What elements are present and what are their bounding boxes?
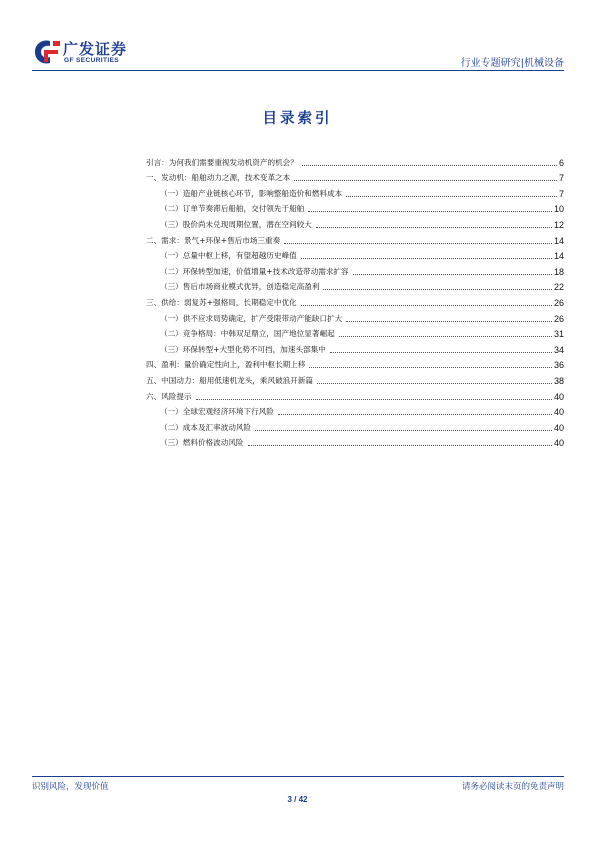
toc-dot-leader (346, 321, 552, 322)
toc-entry-title: （一）总量中枢上移，有望超越历史峰值 (160, 251, 297, 261)
toc-entry-page: 31 (553, 329, 564, 340)
toc-entry-page: 38 (553, 375, 564, 386)
logo-cn-text: 广发证券 (63, 40, 128, 58)
toc-entry-title: （二）成本及汇率波动风险 (160, 422, 252, 432)
toc-entry-title: （二）竞争格局：中韩双足鼎立，国产地位显著崛起 (160, 329, 335, 339)
footer-slogan: 识别风险，发现价值 (32, 782, 109, 792)
footer-disclaimer: 请务必阅读末页的免责声明 (461, 782, 564, 792)
footer-divider (32, 776, 564, 777)
toc-entry[interactable] (146, 214, 564, 230)
toc-dot-leader (284, 243, 552, 244)
company-logo (32, 36, 142, 68)
toc-entry[interactable] (146, 246, 564, 262)
toc-dot-leader (308, 211, 552, 212)
toc-entry-page: 40 (553, 422, 564, 433)
toc-dot-leader (248, 445, 552, 446)
toc-entry[interactable] (146, 261, 564, 277)
header-divider (32, 70, 564, 71)
toc-entry-page: 6 (558, 157, 564, 168)
toc-entry-page: 14 (553, 235, 564, 246)
toc-entry-title: 六、风险提示 (146, 391, 192, 401)
toc-entry-title: 引言：为何我们需要重视发动机资产的机会？ (146, 157, 298, 167)
toc-entry[interactable] (146, 152, 564, 168)
toc-dot-leader (330, 352, 552, 353)
page-title: 目录索引 (262, 110, 333, 127)
toc-dot-leader (301, 258, 552, 259)
toc-dot-leader (278, 414, 552, 415)
toc-entry[interactable] (146, 402, 564, 418)
toc-dot-leader (323, 289, 552, 290)
toc-entry[interactable] (146, 324, 564, 340)
toc-dot-leader (353, 274, 552, 275)
toc-dot-leader (309, 367, 552, 368)
toc-dot-leader (316, 227, 552, 228)
toc-entry-title: 四、盈利：量价确定性向上，盈利中枢长期上移 (146, 360, 306, 370)
toc-entry-page: 26 (553, 313, 564, 324)
report-category: 行业专题研究|机械设备 (460, 58, 564, 69)
toc-entry[interactable] (146, 433, 564, 449)
toc-dot-leader (302, 165, 557, 166)
toc-entry-title: （二）环保转型加速，价值增量+技术改造带动需求扩容 (160, 266, 349, 276)
toc-entry-title: （一）全球宏观经济环境下行风险 (160, 407, 274, 417)
toc-dot-leader (346, 196, 557, 197)
logo-en-text: GF SECURITIES (64, 57, 120, 64)
toc-entry[interactable] (146, 199, 564, 215)
toc-dot-leader (301, 305, 552, 306)
toc-entry-title: （一）造船产业链核心环节，影响整船造价和燃料成本 (160, 188, 343, 198)
toc-entry[interactable] (146, 339, 564, 355)
toc-entry[interactable] (146, 277, 564, 293)
toc-entry-title: 五、中国动力：船用低速机龙头，乘风破浪开新篇 (146, 375, 314, 385)
table-of-contents (146, 152, 564, 448)
toc-entry-page: 10 (553, 204, 564, 215)
toc-entry-title: 一、发动机：船舶动力之源，技术变革之本 (146, 173, 291, 183)
toc-dot-leader (255, 430, 552, 431)
toc-entry-title: 二、需求：景气+环保+售后市场三重奏 (146, 235, 281, 245)
toc-dot-leader (196, 399, 552, 400)
toc-entry-page: 26 (553, 297, 564, 308)
gf-logo-icon (32, 38, 62, 66)
toc-entry-page: 22 (553, 282, 564, 293)
toc-entry[interactable] (146, 370, 564, 386)
toc-entry[interactable] (146, 230, 564, 246)
page-number: 3 / 42 (287, 795, 308, 804)
toc-entry-title: （三）股价尚未兑现周期位置，潜在空间较大 (160, 219, 312, 229)
toc-entry-title: （三）燃料价格波动风险 (160, 438, 244, 448)
toc-entry-page: 40 (553, 391, 564, 402)
toc-dot-leader (317, 383, 552, 384)
toc-entry-title: （三）环保转型+大型化势不可挡，加速头部集中 (160, 344, 326, 354)
toc-dot-leader (294, 180, 557, 181)
toc-entry-page: 7 (558, 173, 564, 184)
toc-entry-page: 40 (553, 407, 564, 418)
toc-entry[interactable] (146, 308, 564, 324)
toc-entry[interactable] (146, 355, 564, 371)
toc-entry-page: 12 (553, 219, 564, 230)
toc-entry-page: 14 (553, 251, 564, 262)
toc-entry[interactable] (146, 168, 564, 184)
toc-entry-title: （三）售后市场商业模式优异，创造稳定高盈利 (160, 282, 320, 292)
toc-entry-title: （二）订单节奏滞后船舶，交付领先于船舶 (160, 204, 305, 214)
toc-entry-page: 34 (553, 344, 564, 355)
toc-entry[interactable] (146, 386, 564, 402)
toc-entry-title: 三、供给：弱复苏+强格局，长期稳定中优化 (146, 297, 297, 307)
toc-entry[interactable] (146, 183, 564, 199)
toc-entry-page: 36 (553, 360, 564, 371)
toc-dot-leader (339, 336, 552, 337)
toc-entry-page: 7 (558, 188, 564, 199)
page-header (32, 36, 564, 70)
toc-entry[interactable] (146, 292, 564, 308)
toc-entry-page: 40 (553, 438, 564, 449)
toc-entry-title: （一）供不应求局势确定，扩产受限带动产能缺口扩大 (160, 313, 343, 323)
toc-entry-page: 18 (553, 266, 564, 277)
toc-entry[interactable] (146, 417, 564, 433)
